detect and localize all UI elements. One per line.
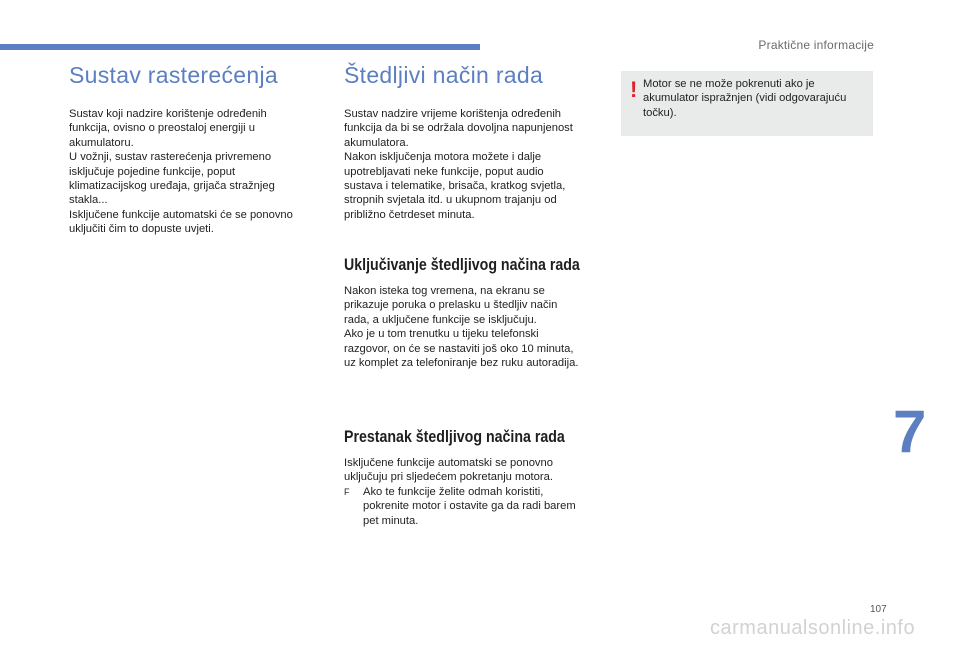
section-title-load-shedding: Sustav rasterećenja bbox=[69, 62, 278, 88]
exiting-economy-mode-body: Isključene funkcije automatski se ponovno uključuju pri sljedećem pokretanju motora. bbox=[344, 457, 553, 484]
bullet-text: Ako te funkcije želite odmah koristiti, pokrenite motor i ostavite ga da radi barem pet minuta. bbox=[363, 485, 576, 527]
subtitle-exiting-economy-mode: Prestanak štedljivog načina rada bbox=[344, 428, 565, 446]
middle-column bbox=[344, 62, 604, 222]
bullet-arrow-icon: F bbox=[344, 486, 350, 497]
section-title-economy-mode: Štedljivi način rada bbox=[344, 62, 544, 88]
exiting-economy-mode-block bbox=[344, 456, 606, 528]
warning-text: Motor se ne može pokrenuti ako je akumulator ispražnjen (vidi odgovarajuću točku). bbox=[643, 78, 847, 119]
chapter-title: Praktične informacije bbox=[758, 38, 874, 52]
page-number: 107 bbox=[870, 604, 887, 615]
chapter-number: 7 bbox=[893, 398, 927, 465]
load-shedding-body: Sustav koji nadzire korištenje određenih funkcija, ovisno o preostaloj energiji u akumulatoru. U vožnji, sustav rasterećenja privremeno isključuje pojedine funkcije, poput klimatizacijskog uređaja, grijača stražnjeg stakla... Isključene funkcije automatski će se ponovno uključiti čim to dopuste uvjeti. bbox=[69, 108, 293, 236]
warning-box bbox=[621, 71, 873, 136]
watermark: carmanualsonline.info bbox=[710, 617, 916, 639]
enabling-economy-mode-body: Nakon isteka tog vremena, na ekranu se prikazuje poruka o prelasku u štedljiv način rada, a uključene funkcije se isključuju. Ako je u tom trenutku u tijeku telefonski razgovor, on će se nastaviti još oko 10 minuta, uz komplet za telefoniranje bez ruku autoradija. bbox=[344, 285, 579, 370]
warning-exclamation-icon: ! bbox=[630, 77, 638, 102]
header-accent-bar bbox=[0, 44, 480, 50]
subtitle-enabling-economy-mode: Uključivanje štedljivog načina rada bbox=[344, 256, 580, 274]
bullet-item bbox=[344, 485, 606, 528]
economy-mode-body: Sustav nadzire vrijeme korištenja određenih funkcija da bi se održala dovoljna napunjenost akumulatora. Nakon isključenja motora možete i dalje upotrebljavati neke funkcije, poput audio sustava i telematike, brisača, kratkog svjetla, stropnih svjetala itd. u ukupnom trajanju od približno četrdeset minuta. bbox=[344, 108, 573, 221]
left-column bbox=[69, 62, 319, 237]
